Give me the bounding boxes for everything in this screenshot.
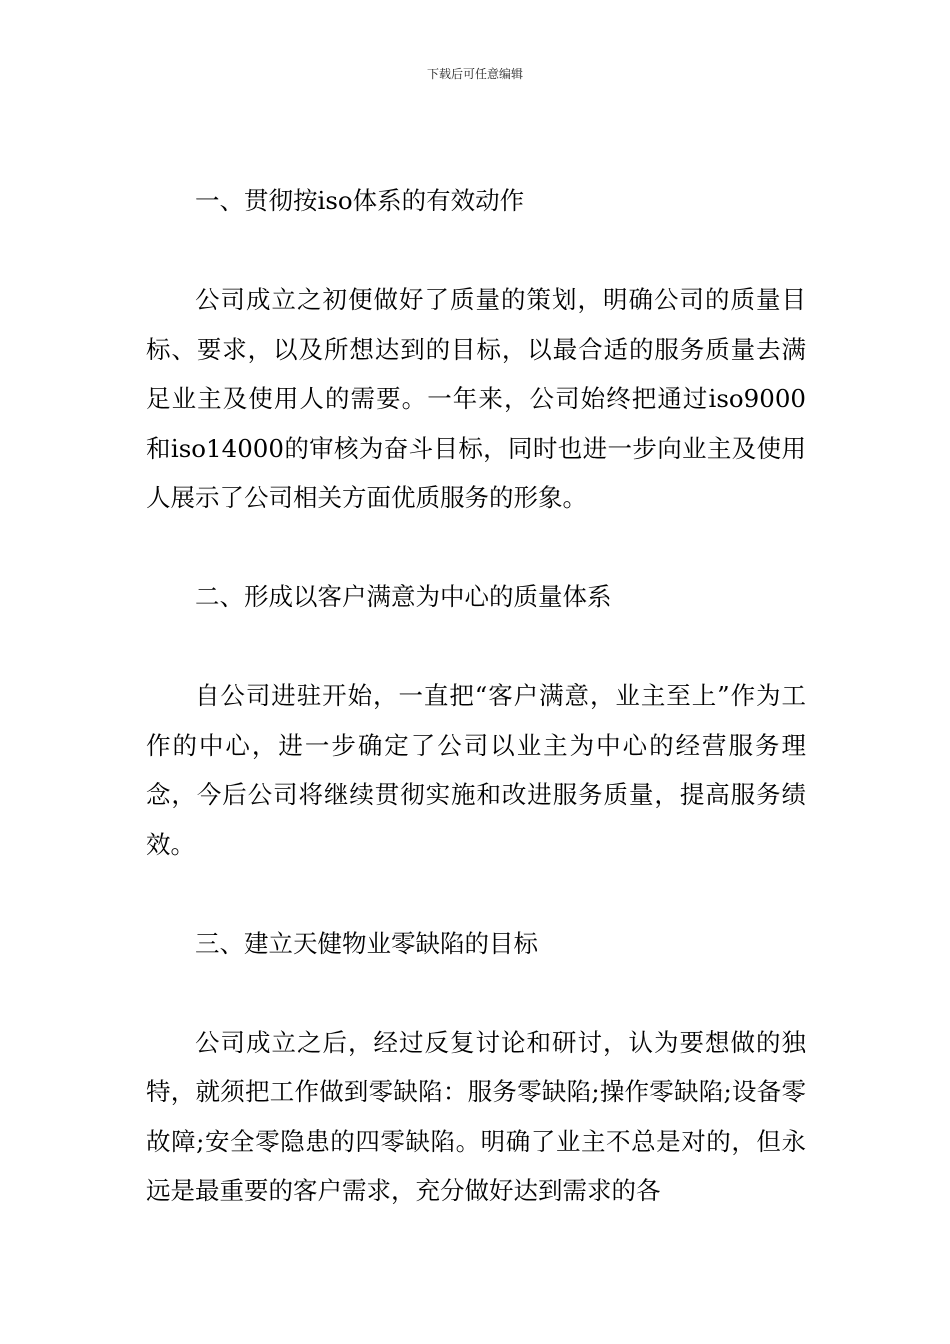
spacer bbox=[146, 869, 806, 919]
section-3-paragraph: 公司成立之后，经过反复讨论和研讨，认为要想做的独特，就须把工作做到零缺陷：服务零缺陷;操作零缺陷;设备零故障;安全零隐患的四零缺陷。明确了业主不总是对的，但永远是最重要的客户需求，充分做好达到需求的各 bbox=[146, 1027, 806, 1205]
section-1-paragraph: 公司成立之初便做好了质量的策划，明确公司的质量目标、要求，以及所想达到的目标，以最合适的服务质量去满足业主及使用人的需要。一年来，公司始终把通过iso9000和iso14000的审核为奋斗目标，同时也进一步向业主及使用人展示了公司相关方面优质服务的形象。 bbox=[146, 285, 806, 512]
spacer bbox=[146, 226, 806, 276]
section-2-paragraph: 自公司进驻开始，一直把“客户满意，业主至上”作为工作的中心，进一步确定了公司以业主为中心的经营服务理念，今后公司将继续贯彻实施和改进服务质量，提高服务绩效。 bbox=[146, 681, 806, 859]
page-header-note: 下载后可任意编辑 bbox=[426, 67, 523, 81]
spacer bbox=[146, 622, 806, 672]
section-3-heading: 三、建立天健物业零缺陷的目标 bbox=[195, 928, 538, 958]
section-2-heading: 二、形成以客户满意为中心的质量体系 bbox=[195, 582, 612, 611]
spacer bbox=[146, 523, 806, 573]
spacer bbox=[146, 968, 806, 1018]
section-1-heading: 一、贯彻按iso体系的有效动作 bbox=[195, 186, 525, 215]
document-body bbox=[146, 176, 806, 1216]
